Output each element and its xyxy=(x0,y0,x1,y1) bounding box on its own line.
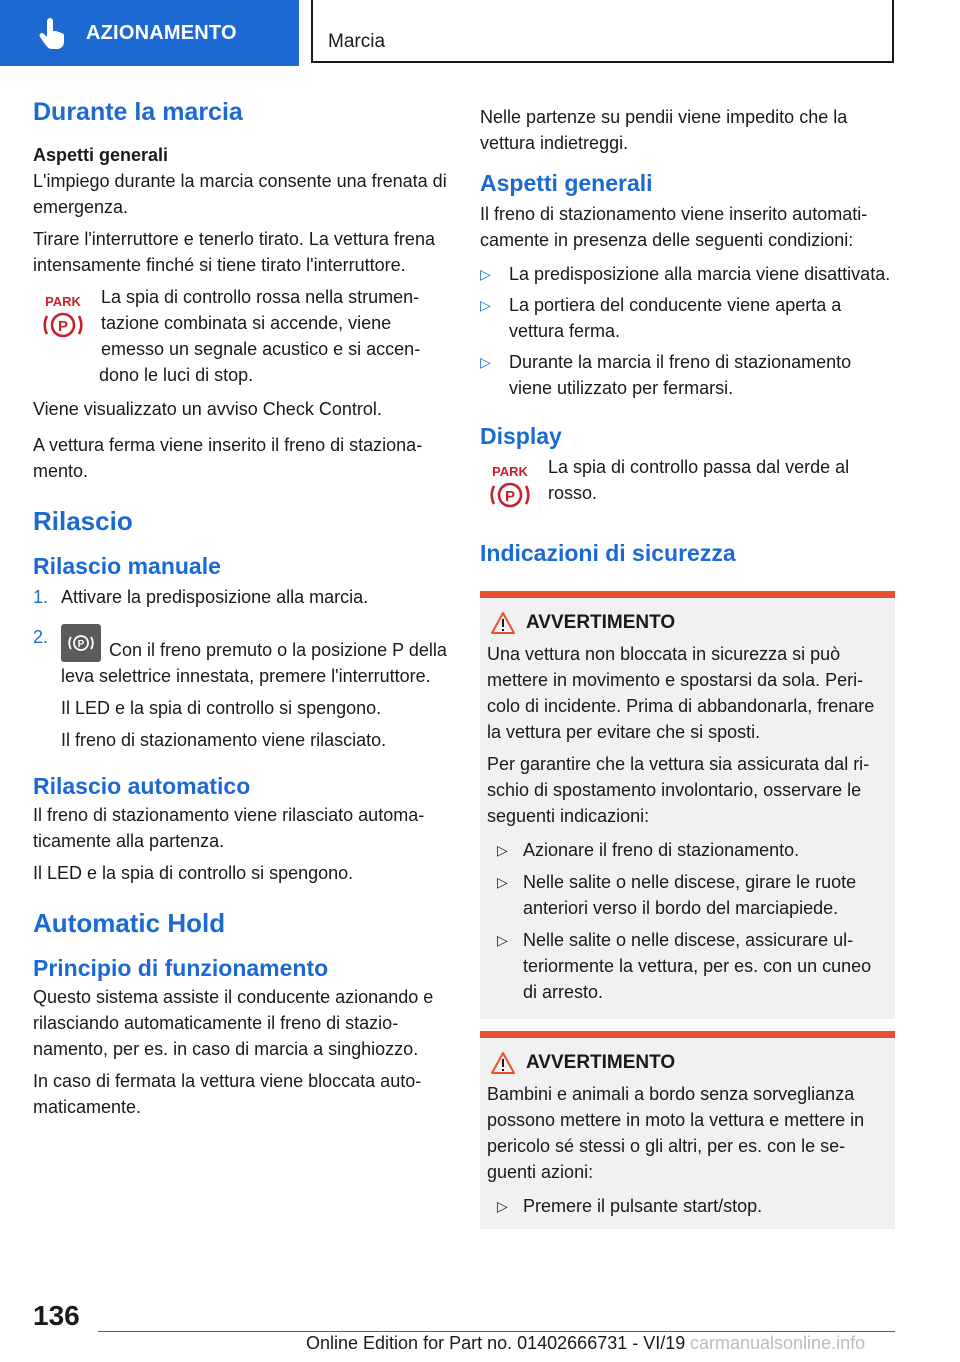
footer-edition: Online Edition for Part no. 01402666731 - VI/19 xyxy=(306,1333,686,1353)
warning-box xyxy=(480,1031,895,1229)
footer-divider xyxy=(98,1331,895,1332)
svg-text:P: P xyxy=(57,318,69,335)
svg-text:P: P xyxy=(504,488,516,505)
step-text: Con il freno premuto o la posizione P della leva selettrice innestata, premere l'interruttore. xyxy=(61,640,447,686)
step-subtext: Il LED e la spia di controllo si spengono. xyxy=(61,698,382,718)
park-label: PARK xyxy=(45,294,81,309)
paragraph: In caso di fermata la vettura viene bloccata automaticamente. xyxy=(33,1071,422,1117)
paragraph: Il freno di stazionamento viene rilasciato automaticamente alla partenza. xyxy=(33,805,425,851)
chapter-tab xyxy=(311,0,894,63)
paragraph: Il LED e la spia di controllo si spengono. xyxy=(33,863,354,883)
paragraph: Il freno di stazionamento viene inserito automaticamente in presenza delle seguenti condizioni: xyxy=(480,204,868,250)
heading-sicurezza: Indicazioni di sicurezza xyxy=(480,540,736,566)
conditions-list xyxy=(480,261,895,401)
page-number: 136 xyxy=(33,1300,80,1331)
warning-title xyxy=(487,611,887,635)
heading-rilascio-manuale: Rilascio manuale xyxy=(33,553,221,579)
watermark: carmanualsonline.info xyxy=(690,1333,866,1353)
parking-brake-switch-icon xyxy=(61,624,101,662)
warning-list xyxy=(487,837,887,1005)
list-item xyxy=(487,927,887,1005)
display-note xyxy=(480,454,895,518)
list-item xyxy=(480,261,895,287)
list-item xyxy=(480,349,895,401)
step-text: Attivare la predisposizione alla marcia. xyxy=(61,587,369,607)
bullet-triangle-icon: ▷ xyxy=(480,297,491,313)
paragraph: Viene visualizzato un avviso Check Control. xyxy=(33,399,382,419)
heading-aspetti-generali: Aspetti generali xyxy=(33,145,169,165)
paragraph: Tirare l'interruttore e tenerlo tirato. La vettura frena intensamente finché si tiene tirato l'interruttore. xyxy=(33,229,435,275)
park-brake-icon xyxy=(33,288,93,348)
heading-display: Display xyxy=(480,423,562,449)
hand-pointer-icon xyxy=(36,16,70,50)
heading-aspetti-generali: Aspetti generali xyxy=(480,170,653,196)
paragraph: La spia di controllo rossa nella strumentazione combinata si accende, viene emesso un segnale acustico e si accendono le luci di stop. xyxy=(99,287,421,385)
list-item xyxy=(33,584,448,610)
left-column xyxy=(33,98,448,1120)
release-steps xyxy=(33,584,448,753)
warning-triangle-icon xyxy=(490,611,516,635)
list-item-text: La portiera del conducente viene aperta a vettura ferma. xyxy=(509,295,842,341)
heading-principio: Principio di funzionamento xyxy=(33,955,329,981)
list-item xyxy=(487,837,887,863)
heading-automatic-hold: Automatic Hold xyxy=(33,908,226,938)
right-column xyxy=(480,98,895,1229)
paragraph: L'impiego durante la marcia consente una frenata di emergenza. xyxy=(33,171,447,217)
warning-title-text: AVVERTIMENTO xyxy=(526,1052,676,1073)
section-tab xyxy=(0,0,299,66)
park-label: PARK xyxy=(492,464,528,479)
paragraph: Questo sistema assiste il conducente azionando e rilasciando automaticamente il freno di stazionamento, per es. in caso di marcia a singhiozzo. xyxy=(33,987,434,1059)
warning-paragraph: Per garantire che la vettura sia assicurata dal rischio di spostamento involontario, osservare le seguenti indicazioni: xyxy=(487,754,870,826)
section-title: AZIONAMENTO xyxy=(86,21,237,44)
list-item-text: Azionare il freno di stazionamento. xyxy=(523,840,800,860)
list-item xyxy=(487,1193,887,1219)
heading-rilascio: Rilascio xyxy=(33,506,133,536)
warning-title xyxy=(487,1051,887,1075)
chapter-title: Marcia xyxy=(328,31,386,52)
list-item-text: Durante la marcia il freno di stazionamento viene utilizzato per fermarsi. xyxy=(509,352,852,398)
bullet-triangle-icon: ▷ xyxy=(497,1198,508,1214)
step-number: 1. xyxy=(33,587,49,607)
warning-bar xyxy=(480,1031,895,1038)
heading-rilascio-automatico: Rilascio automatico xyxy=(33,773,251,799)
warning-paragraph: Bambini e animali a bordo senza sorveglianza possono mettere in moto la vettura e mettere in pericolo sé stessi o gli altri, per es. con le seguenti azioni: xyxy=(487,1084,865,1182)
list-item-text: Nelle salite o nelle discese, assicurare ulteriormente la vettura, per es. con un cuneo di arresto. xyxy=(523,930,872,1002)
warning-bar xyxy=(480,591,895,598)
paragraph: La spia di controllo passa dal verde al rosso. xyxy=(548,457,850,503)
bullet-triangle-icon: ▷ xyxy=(480,354,491,370)
warning-box xyxy=(480,591,895,1019)
list-item xyxy=(480,292,895,344)
step-subtext: Il freno di stazionamento viene rilasciato. xyxy=(61,730,387,750)
bullet-triangle-icon: ▷ xyxy=(480,266,491,282)
list-item xyxy=(487,869,887,921)
bullet-triangle-icon: ▷ xyxy=(497,932,508,948)
warning-triangle-icon xyxy=(490,1051,516,1075)
step-number: 2. xyxy=(33,627,49,647)
list-item-text: Premere il pulsante start/stop. xyxy=(523,1196,763,1216)
bullet-triangle-icon: ▷ xyxy=(497,842,508,858)
heading-durante-la-marcia: Durante la marcia xyxy=(33,98,243,126)
park-note xyxy=(33,284,448,388)
warning-list xyxy=(487,1193,887,1219)
paragraph: A vettura ferma viene inserito il freno di stazionamento. xyxy=(33,435,423,481)
list-item-text: La predisposizione alla marcia viene disattivata. xyxy=(509,264,891,284)
paragraph: Nelle partenze su pendii viene impedito che la vettura indietreggi. xyxy=(480,107,848,153)
warning-paragraph: Una vettura non bloccata in sicurezza si può mettere in movimento e spostarsi da sola. Pericolo di incidente. Prima di abbandonarla, frenare la vettura per evitare che si sposti. xyxy=(487,644,875,742)
svg-text:P: P xyxy=(77,639,85,650)
list-item xyxy=(33,624,448,753)
list-item-text: Nelle salite o nelle discese, girare le ruote anteriori verso il bordo del marciapiede. xyxy=(523,872,857,918)
warning-title-text: AVVERTIMENTO xyxy=(526,612,676,633)
park-brake-icon xyxy=(480,458,540,518)
bullet-triangle-icon: ▷ xyxy=(497,874,508,890)
